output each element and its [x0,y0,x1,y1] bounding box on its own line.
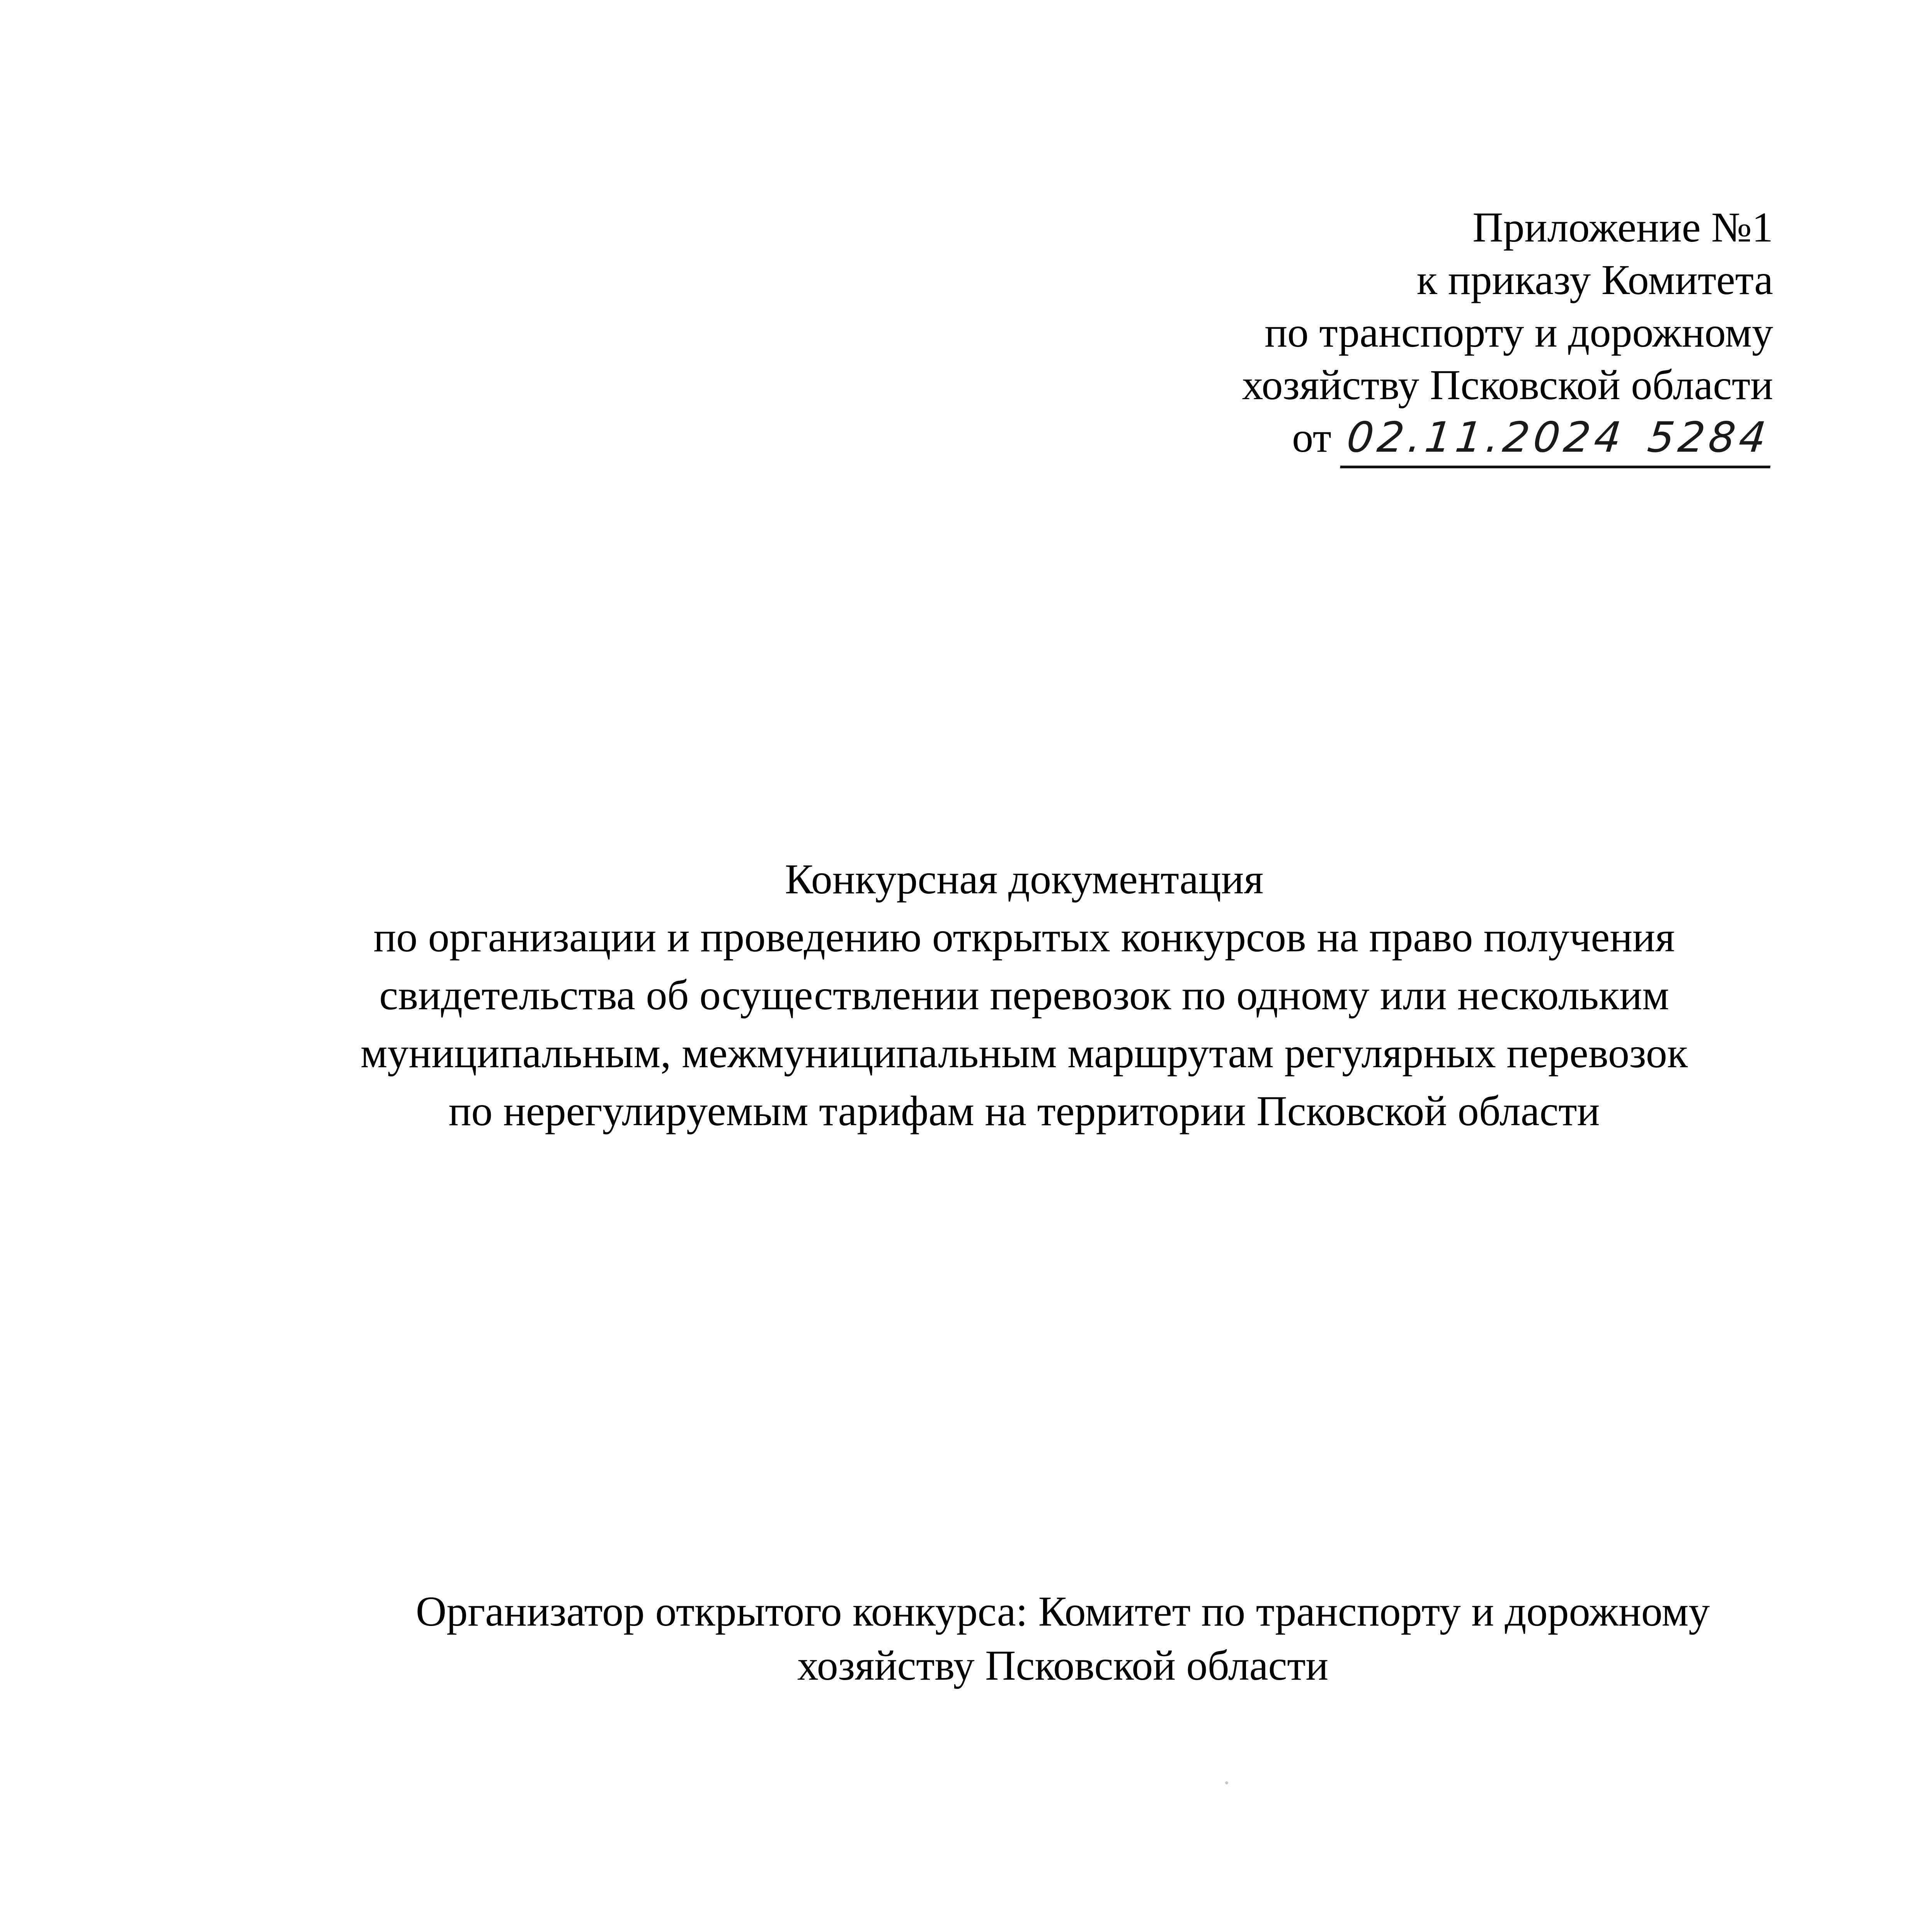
handwritten-date: 02.11.2024 [1344,413,1627,462]
title-line-2: по организации и проведению открытых конкурсов на право получения [373,913,1675,961]
date-prefix: от [1292,414,1331,461]
appendix-header [923,201,1773,468]
handwritten-date-number [1340,412,1776,468]
organizer-block [271,1584,1855,1692]
title-line-5: по нерегулируемым тарифам на территории Псковской области [448,1087,1600,1134]
appendix-committee-line2: хозяйству Псковской области [1242,361,1773,408]
scan-speck [1225,1781,1228,1784]
appendix-title: Приложение №1 [1472,204,1773,251]
title-line-4: муниципальным, межмуниципальным маршрутам регулярных перевозок [360,1029,1688,1077]
appendix-date-line [923,411,1773,468]
title-line-3: свидетельства об осуществлении перевозок по одному или нескольким [379,971,1669,1019]
title-line-1: Конкурсная документация [785,855,1264,903]
organizer-line-2: хозяйству Псковской области [797,1642,1329,1689]
organizer-line-1: Организатор открытого конкурса: Комитет по транспорту и дорожному [415,1588,1710,1635]
appendix-committee-line1: по транспорту и дорожному [1265,309,1773,356]
document-title [193,850,1855,1140]
appendix-order-ref: к приказу Комитета [1416,256,1773,303]
handwritten-number: 5284 [1645,413,1772,462]
